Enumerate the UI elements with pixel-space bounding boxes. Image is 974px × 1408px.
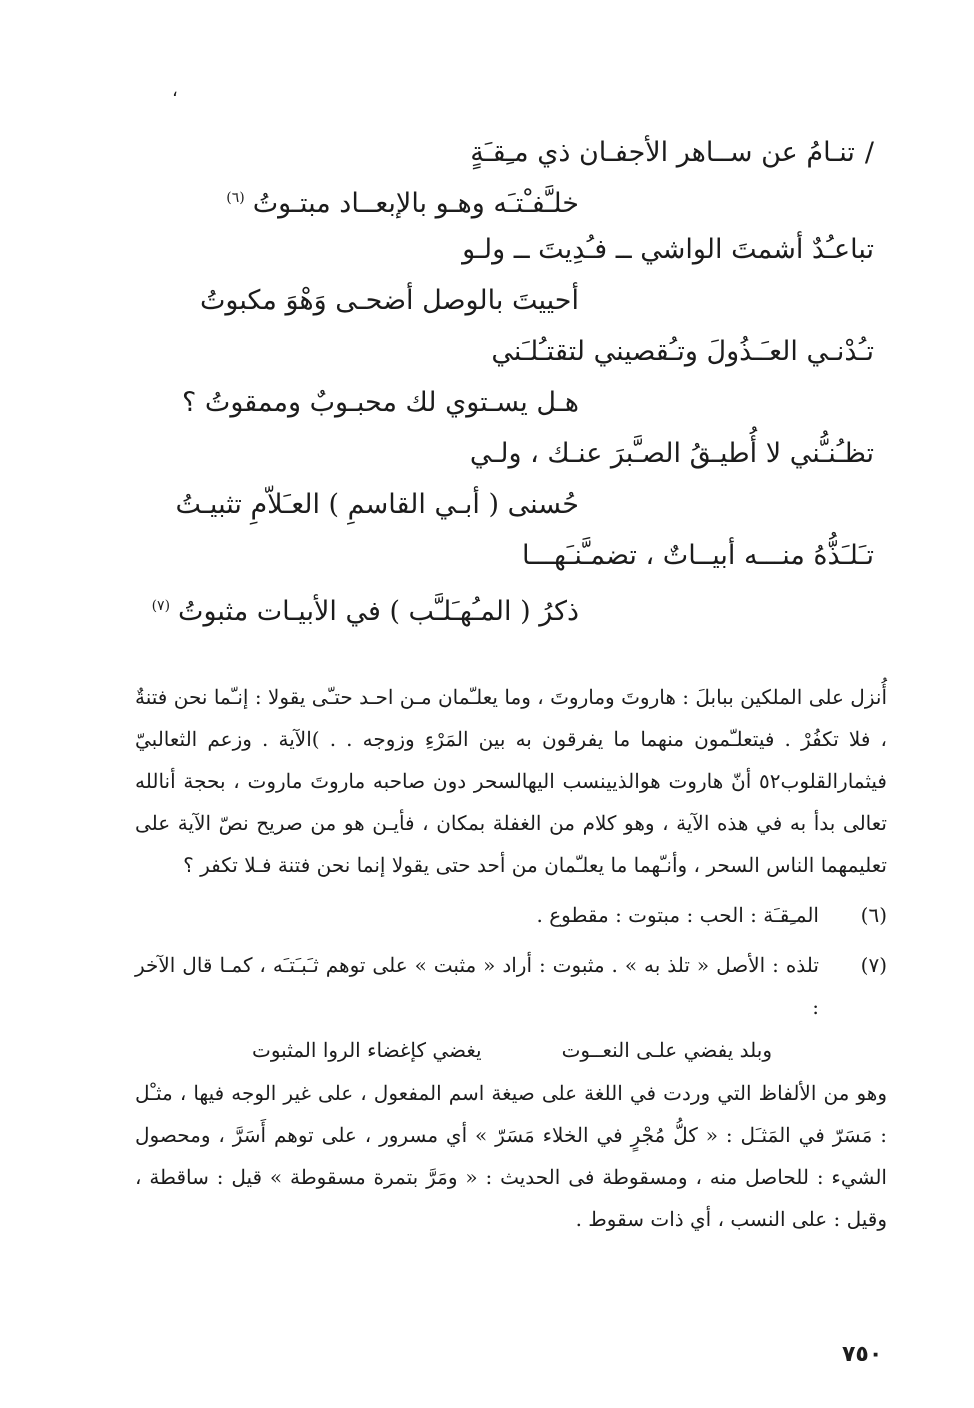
note-continuation: أُنزل على الملكين ببابلَ : هاروتَ وماروتَ ، وما يعلـّمان مـن احـد حتـّى يقولا : إنـّما نحن فتنةٌ ، فلا تكفُرْ . فيتعلـّمون منهما ما يفرقون به بين المَرْءِ وزوجه . . )الآية . وزعم الثعالبيّ فيثمارالقلوب٥٢ أنّ هاروت هوالذيينسب اليهالسحر دون صاحبه ماروتَ ماروت ، بحجة أنالله تعالى بدأ به في هذه الآية ، وهو كلام من الغفلة بمكان ، فأيـن هو من صريح نصّ الآية على تعليمهما الناس السحر ، وأنـّهما ما يعلـّمان من أحد حتى يقولا إنما نحن فتنة فـلا تكفر ؟	[135, 685, 888, 877]
poem-line-6	[150, 377, 874, 428]
footnote-text: المـِقـَة : الحب : مبتوت : مقطوع .	[536, 903, 819, 927]
quoted-verse	[135, 1028, 887, 1072]
verse-text: أحييتَ بالوصل أضحـى وَهْوَ مكبوتُ	[199, 285, 579, 316]
poem-line-2	[150, 173, 874, 224]
verse-text: ذكرُ ( المـُهـَلـَّب ) في الأبيـات مثبوتُ	[178, 596, 579, 627]
verse-text: تـُدْنـي العـَـذُولَ وتـُقصيني لتقتـُلـَني	[491, 336, 874, 367]
poem-line-7	[150, 428, 874, 479]
poem	[150, 122, 874, 632]
verse-slash: /	[864, 137, 874, 168]
verse-text: خلـَّفـْتـَه وهـو بالإبعــاد مبتـوتُ	[252, 188, 579, 219]
verse-text: تظـُنـُّني لا أُطيـقُ الصـَّبرَ عنـك ، ولـي	[469, 438, 874, 469]
verse-text: هـل يسـتوي لك محبـوبٌ وممقوتُ ؟	[181, 387, 579, 418]
footnote-text: تلذه : الأصل « تلذ به » . مثبوت : أراد « مثبت » على توهم ثـَبـَتـَه ، كمـا قال الآخر :	[135, 953, 819, 1019]
poem-line-8	[150, 479, 874, 530]
poem-line-9	[150, 530, 874, 581]
quoted-verse-second-half: يغضي كإغضاء الروا المثبوت	[252, 1038, 482, 1062]
verse-text: تـَلـَذُّهُ منـــه أبيــاتٌ ، تضمـَّنـَهـــا	[522, 540, 874, 571]
footnote-marker: (٧)	[151, 598, 171, 614]
poem-line-1	[150, 122, 874, 173]
poem-line-4	[150, 275, 874, 326]
verse-text: تنـامُ عن ســاهر الأجفـان ذي مـِقـَةٍ	[470, 137, 855, 168]
poem-line-3	[150, 224, 874, 275]
page-mark: ،	[172, 80, 178, 101]
quoted-verse-first-half: وبلد يفضي علـى النعــوت	[561, 1038, 772, 1062]
footnotes-section	[135, 676, 887, 1240]
note-closing: وهو من الألفاظ التي وردت في اللغة على صيغة اسم المفعول ، على غير الوجه فيها ، مثـْل : مَسَرّ في المَثـَل : « كلُّ مُجْرٍ في الخلاء مَسَرّ » أي مسرور ، على توهم أَسَرَّ ، ومحصول الشيء : للحاصل منه ، ومسقوطة فى الحديث : « ومَرَّ بتمرة مسقوطة » قيل : ساقطة ، وقيل : على النسب ، أي ذات سقوط .	[135, 1081, 887, 1231]
footnote-marker: (٦)	[226, 190, 245, 206]
footnote-7	[135, 944, 887, 1028]
footnote-6	[135, 894, 887, 936]
poem-line-5	[150, 326, 874, 377]
poem-line-10	[150, 581, 874, 632]
verse-text: تباعـُدٌ أشمتَ الواشي ــ فـُدِيتَ ــ ولـو	[462, 234, 874, 265]
page-number: ٧٥٠	[842, 1342, 883, 1367]
verse-text: حُسنى ( أبـي القاسمِ ) العـَلاّمِ تثبيـتُ	[175, 489, 579, 520]
footnote-number: (٧)	[860, 953, 887, 977]
footnote-number: (٦)	[860, 903, 887, 927]
